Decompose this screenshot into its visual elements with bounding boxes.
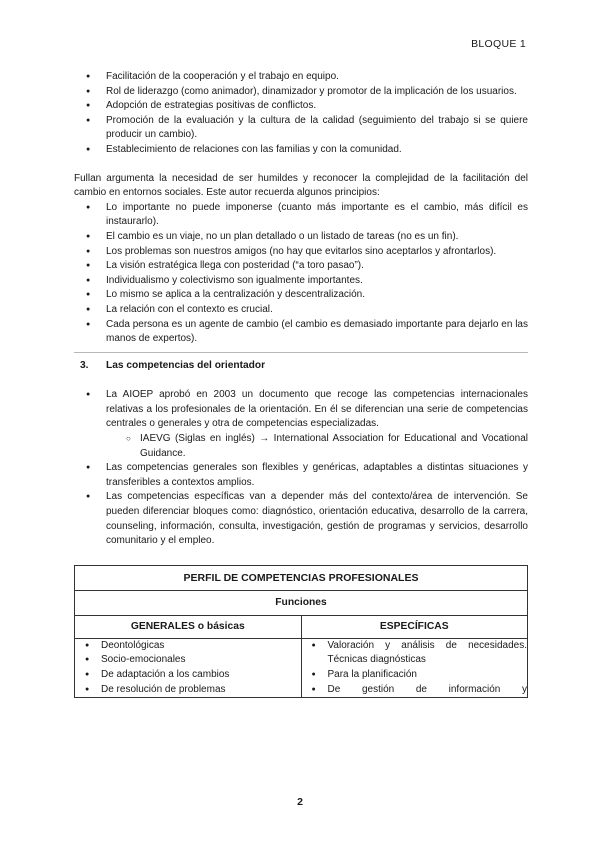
page-content: [74, 70, 528, 698]
competencies-list: [74, 388, 528, 549]
section-number: 3.: [80, 359, 89, 371]
specific-competencies-cell: [301, 638, 528, 697]
list-item: [74, 388, 528, 461]
table-title: PERFIL DE COMPETENCIAS PROFESIONALES: [75, 565, 528, 590]
section-heading: [74, 359, 528, 374]
list-item: ● Las competencias generales son flexibles y genéricas, adaptables a distintas situaciones y transferibles a contextos amplios.: [74, 461, 528, 490]
list-item: ● De resolución de problemas: [75, 683, 301, 698]
list-item: ● El cambio es un viaje, no un plan detallado o un listado de tareas (no es un fin).: [74, 230, 528, 245]
header-label: BLOQUE 1: [471, 38, 526, 50]
list-item: ● Cada persona es un agente de cambio (el cambio es demasiado importante para dejarlo en las manos de expertos).: [74, 318, 528, 347]
list-item: ● Individualismo y colectivismo son igualmente importantes.: [74, 274, 528, 289]
list-item: ● Rol de liderazgo (como animador), dinamizador y promotor de la implicación de los usuarios.: [74, 85, 528, 100]
sub-list: [74, 432, 528, 461]
list-item: ● Valoración y análisis de necesidades. Técnicas diagnósticas: [302, 639, 528, 668]
page-number: 2: [297, 796, 303, 808]
list-item: ● Facilitación de la cooperación y el trabajo en equipo.: [74, 70, 528, 85]
section-title: Las competencias del orientador: [106, 359, 266, 371]
list-item: ● La visión estratégica llega con posteridad (“a toro pasao”).: [74, 259, 528, 274]
competencies-profile-table: [74, 565, 528, 698]
list-item: ● Las competencias específicas van a depender más del contexto/área de intervención. Se pueden diferenciar bloques como: diagnóstico, orientación educativa, desarrollo de la carrera, counseling, información, consulta, investigación, gestión de programas y servicios, desarrollo comunitario y el empleo.: [74, 490, 528, 548]
list-item: ● Socio-emocionales: [75, 653, 301, 668]
list-item: ● Establecimiento de relaciones con las familias y con la comunidad.: [74, 143, 528, 158]
list-item: ● Los problemas son nuestros amigos (no hay que evitarlos sino aceptarlos y afrontarlos).: [74, 245, 528, 260]
list-item: ● Adopción de estrategias positivas de conflictos.: [74, 99, 528, 114]
table-subtitle: Funciones: [75, 590, 528, 615]
list-item: ● Lo importante no puede imponerse (cuanto más importante es el cambio, más difícil es instaurarlo).: [74, 201, 528, 230]
aioep-text: La AIOEP aprobó en 2003 un documento que recoge las competencias internacionales relativas a los profesionales de la orientación. En él se diferencian una serie de competencias centrales o generales y otra de competencias especializadas.: [106, 389, 528, 430]
list-item: ● De adaptación a los cambios: [75, 668, 301, 683]
section-divider: [74, 352, 528, 353]
list-item: ● Deontológicas: [75, 639, 301, 654]
functions-list: [74, 70, 528, 158]
fullan-principles-list: [74, 201, 528, 347]
sub-list-item: ○ IAEVG (Siglas en inglés) → International Association for Educational and Vocational Guidance.: [74, 432, 528, 461]
list-item: ● Lo mismo se aplica a la centralización y descentralización.: [74, 288, 528, 303]
column-header-general: GENERALES o básicas: [75, 615, 302, 638]
list-item: ● La relación con el contexto es crucial.: [74, 303, 528, 318]
fullan-intro: Fullan argumenta la necesidad de ser humildes y reconocer la complejidad de la facilitación del cambio en entornos sociales. Este autor recuerda algunos principios:: [74, 172, 528, 199]
column-header-specific: ESPECÍFICAS: [301, 615, 528, 638]
list-item: ● De gestión de información y: [302, 683, 528, 698]
list-item: ● Promoción de la evaluación y la cultura de la calidad (seguimiento del trabajo si se quiere producir un cambio).: [74, 114, 528, 143]
general-competencies-cell: [75, 638, 302, 697]
list-item: ● Para la planificación: [302, 668, 528, 683]
